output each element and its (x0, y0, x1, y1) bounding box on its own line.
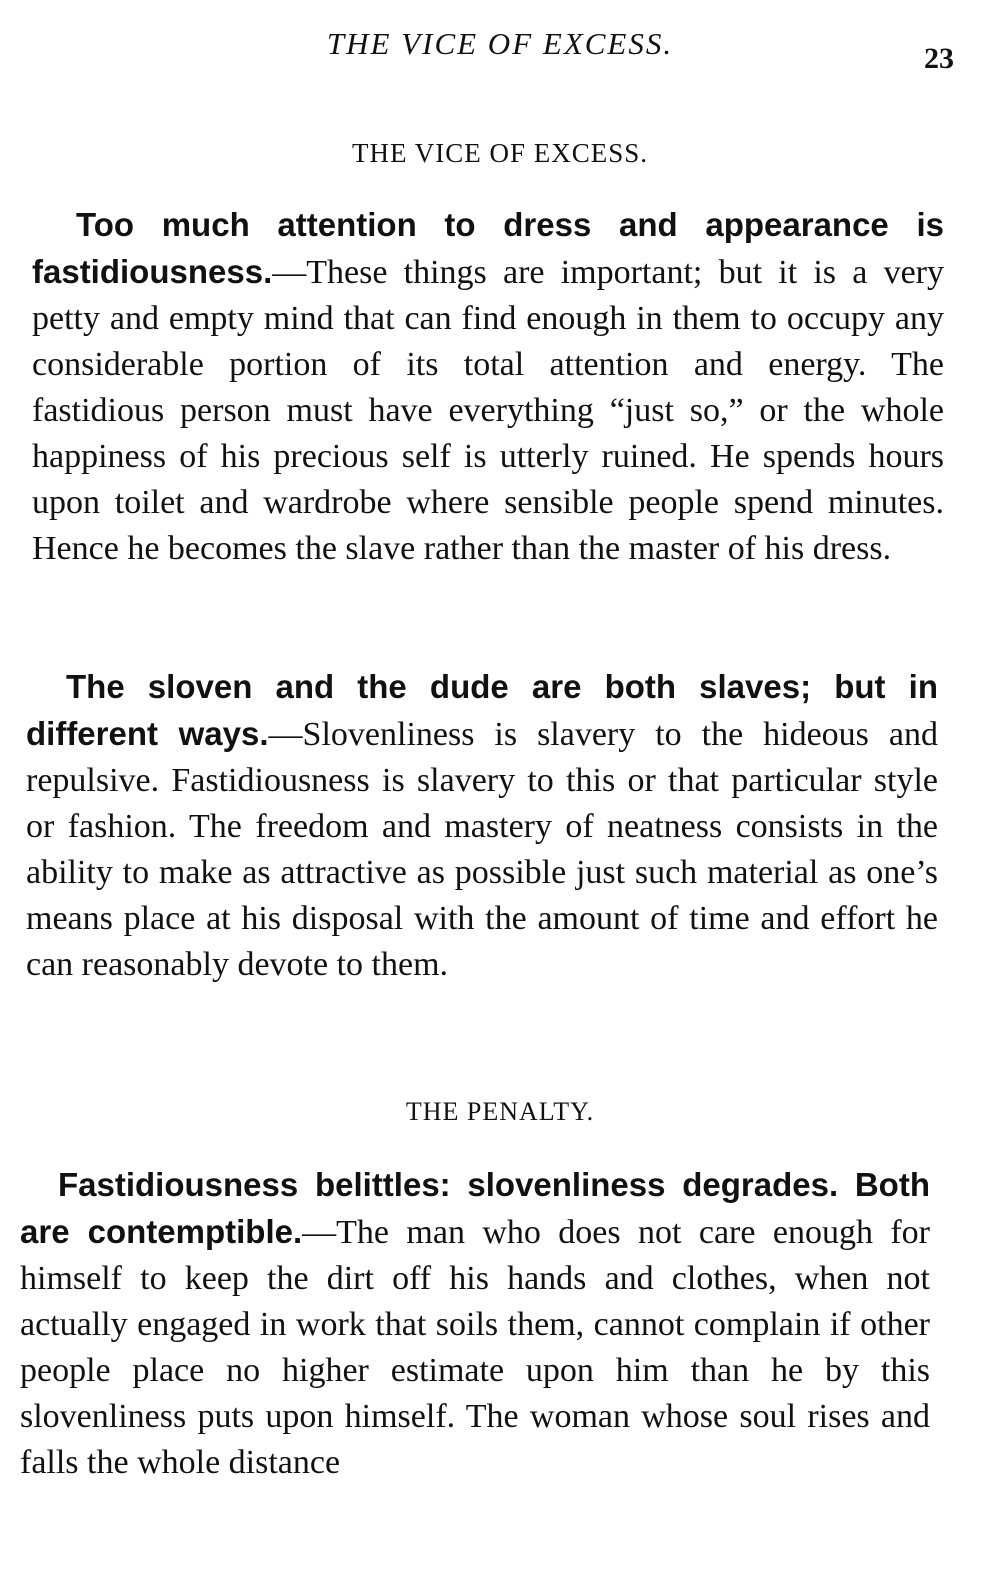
paragraph-body: —The man who does not care enough for himself to keep the dirt off his hands and clothes, when not actually engaged in work that soils them, cannot complain if other people place no higher estimate upon him than he by this slovenliness puts upon himself. The woman whose soul rises and falls the whole distance (20, 1214, 930, 1481)
paragraph-sloven-and-dude (26, 664, 938, 988)
section-title-penalty: THE PENALTY. (405, 1097, 595, 1126)
section-title-vice-of-excess: THE VICE OF EXCESS. (351, 138, 649, 168)
paragraph-lead: Fastidiousness belittles: slovenliness degrades. Both are contemptible. (20, 1166, 930, 1250)
running-header (0, 26, 1000, 76)
paragraph-body: —These things are important; but it is a very petty and empty mind that can find enough in them to occupy any considerable portion of its total attention and energy. The fastidious person must have everything “just so,” or the whole happiness of his precious self is utterly ruined. He spends hours upon toilet and wardrobe where sensible people spend minutes. Hence he becomes the slave rather than the master of his dress. (32, 254, 944, 567)
paragraph-penalty (20, 1162, 930, 1486)
paragraph-lead: Too much attention to dress and appearance is fastidiousness. (32, 206, 944, 290)
paragraph-fastidiousness (32, 202, 944, 572)
page-number: 23 (924, 42, 954, 75)
paragraph-body: —Slovenliness is slavery to the hideous and repulsive. Fastidiousness is slavery to this or that particular style or fashion. The freedom and mastery of neatness consists in the ability to make as attractive as possible just such material as one’s means place at his disposal with the amount of time and effort he can reasonably devote to them. (26, 716, 938, 983)
running-title: THE VICE OF EXCESS. (326, 26, 674, 61)
paragraph-lead: The sloven and the dude are both slaves; but in different ways. (26, 668, 938, 752)
